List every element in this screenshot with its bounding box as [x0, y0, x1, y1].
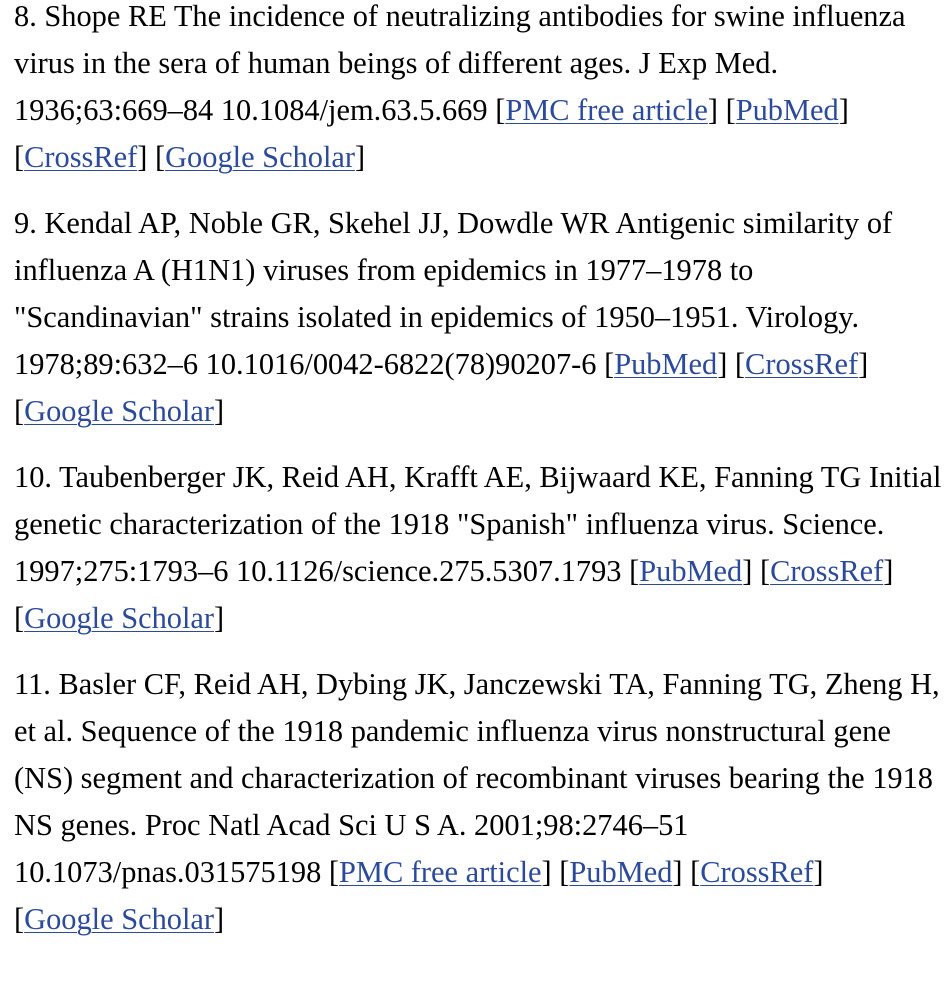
reference-citation: 10. Taubenberger JK, Reid AH, Krafft AE, Bijwaard KE, Fanning TG Initial genetic characterization of the 1918 "Spanish" influenza virus. Science. 1997;275:1793–6 10.1126/science.275.5307.1793: [14, 460, 942, 588]
reference-link-group: [Google Scholar]: [14, 601, 225, 635]
pmc-free-article-link[interactable]: PMC free article: [339, 855, 542, 889]
pubmed-link[interactable]: PubMed: [639, 554, 743, 588]
reference-link-group: [PubMed]: [725, 93, 849, 127]
crossref-link[interactable]: CrossRef: [745, 347, 859, 381]
reference-link-group: [CrossRef]: [14, 140, 148, 174]
reference-item-9: [14, 200, 944, 435]
pubmed-link[interactable]: PubMed: [614, 347, 718, 381]
crossref-link[interactable]: CrossRef: [700, 855, 814, 889]
pmc-free-article-link[interactable]: PMC free article: [505, 93, 708, 127]
reference-citation: 11. Basler CF, Reid AH, Dybing JK, Janczewski TA, Fanning TG, Zheng H, et al. Sequence of the 1918 pandemic influenza virus nonstructural gene (NS) segment and characterization of recombinant viruses bearing the 1918 NS genes. Proc Natl Acad Sci U S A. 2001;98:2746–51 10.1073/pnas.031575198: [14, 667, 940, 889]
reference-item-10: [14, 454, 944, 642]
reference-item-8: [14, 0, 944, 181]
reference-citation: 9. Kendal AP, Noble GR, Skehel JJ, Dowdle WR Antigenic similarity of influenza A (H1N1) viruses from epidemics in 1977–1978 to "Scandinavian" strains isolated in epidemics of 1950–1951. Virology. 1978;89:632–6 10.1016/0042-6822(78)90207-6: [14, 206, 893, 381]
reference-link-group: [PubMed]: [604, 347, 728, 381]
google-scholar-link[interactable]: Google Scholar: [24, 601, 215, 635]
reference-item-11: [14, 661, 944, 943]
reference-link-group: [Google Scholar]: [14, 394, 225, 428]
reference-link-group: [CrossRef]: [759, 554, 894, 588]
reference-link-group: [CrossRef]: [690, 855, 824, 889]
reference-link-group: [Google Scholar]: [154, 140, 366, 174]
reference-link-group: [PubMed]: [559, 855, 683, 889]
google-scholar-link[interactable]: Google Scholar: [24, 902, 215, 936]
reference-link-group: [PubMed]: [629, 554, 753, 588]
crossref-link[interactable]: CrossRef: [24, 140, 138, 174]
reference-link-group: [PMC free article]: [495, 93, 718, 127]
crossref-link[interactable]: CrossRef: [770, 554, 884, 588]
pubmed-link[interactable]: PubMed: [735, 93, 839, 127]
reference-link-group: [PMC free article]: [328, 855, 552, 889]
google-scholar-link[interactable]: Google Scholar: [24, 394, 215, 428]
google-scholar-link[interactable]: Google Scholar: [165, 140, 356, 174]
reference-link-group: [Google Scholar]: [14, 902, 225, 936]
reference-citation: 8. Shope RE The incidence of neutralizing antibodies for swine influenza virus in the sera of human beings of different ages. J Exp Med. 1936;63:669–84 10.1084/jem.63.5.669: [14, 0, 906, 127]
reference-link-group: [CrossRef]: [734, 347, 869, 381]
pubmed-link[interactable]: PubMed: [569, 855, 673, 889]
